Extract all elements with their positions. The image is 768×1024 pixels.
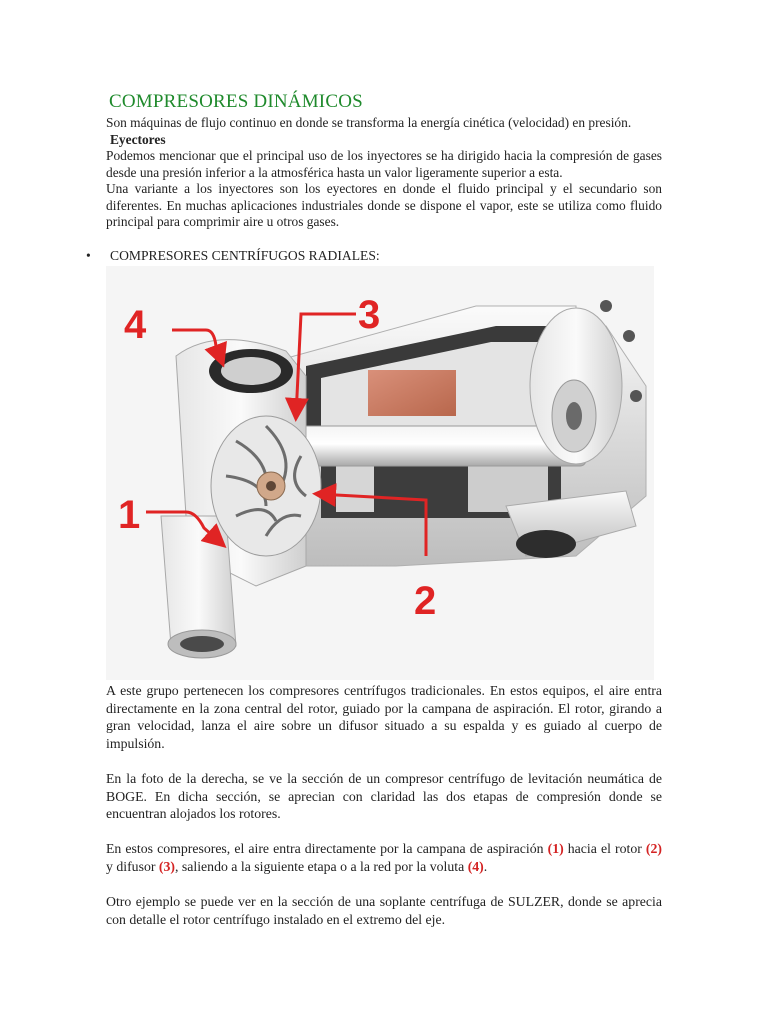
body-paragraph-3: [106, 840, 662, 875]
body-paragraph-4: Otro ejemplo se puede ver en la sección de una soplante centrífuga de SULZER, donde se aprecia con detalle el rotor centrífugo instalado en el extremo del eje.: [106, 894, 662, 927]
reference-2: (2): [645, 841, 662, 857]
callout-label-1: 1: [118, 493, 141, 537]
paragraph-text: .: [483, 858, 488, 874]
intro-paragraph-2: Una variante a los inyectores son los eyectores en donde el fluido principal y el secundario son diferentes. En muchas aplicaciones industriales donde se dispone el vapor, este se utiliza como fluido principal para comprimir aire u otros gases.: [106, 181, 662, 229]
intro-section: [106, 115, 662, 231]
paragraph-text: En estos compresores, el aire entra directamente por la campana de aspiración: [106, 841, 548, 857]
reference-3: (3): [158, 858, 175, 874]
bullet-icon: •: [86, 248, 91, 263]
intro-paragraph-1: Podemos mencionar que el principal uso de los inyectores se ha dirigido hacia la compresión de gases desde una presión inferior a la atmosférica hasta un valor ligeramente superior a esta.: [106, 148, 662, 180]
callout-label-2: 2: [414, 579, 437, 623]
bullet-text: COMPRESORES CENTRÍFUGOS RADIALES:: [110, 248, 380, 263]
intro-line: Son máquinas de flujo continuo en donde se transforma la energía cinética (velocidad) en presión.: [106, 115, 632, 130]
paragraph-text: y difusor: [106, 858, 159, 874]
paragraph-text: , saliendo a la siguiente etapa o a la red por la voluta: [174, 858, 468, 874]
body-text: [106, 682, 662, 946]
callout-label-4: 4: [124, 303, 147, 347]
compressor-cutaway-illustration: [106, 266, 654, 680]
subheading-eyectores: Eyectores: [110, 131, 166, 147]
body-paragraph-2: En la foto de la derecha, se ve la sección de un compresor centrífugo de levitación neumática de BOGE. En dicha sección, se aprecian con claridad las dos etapas de compresión donde se encuentran alojados los rotores.: [106, 770, 662, 822]
compressor-figure: [106, 266, 654, 680]
body-paragraph-1: A este grupo pertenecen los compresores centrífugos tradicionales. En estos equipos, el aire entra directamente en la zona central del rotor, guiado por la campana de aspiración. El rotor, girando a gran velocidad, lanza el aire sobre un difusor situado a su espalda y es guiado al cuerpo de impulsión.: [106, 683, 662, 751]
copper-winding-top: [368, 370, 456, 416]
page-title: COMPRESORES DINÁMICOS: [109, 91, 363, 112]
callout-label-3: 3: [358, 293, 381, 337]
reference-1: (1): [547, 841, 564, 857]
bullet-heading: [86, 248, 380, 264]
reference-4: (4): [467, 858, 484, 874]
paragraph-text: hacia el rotor: [563, 841, 646, 857]
